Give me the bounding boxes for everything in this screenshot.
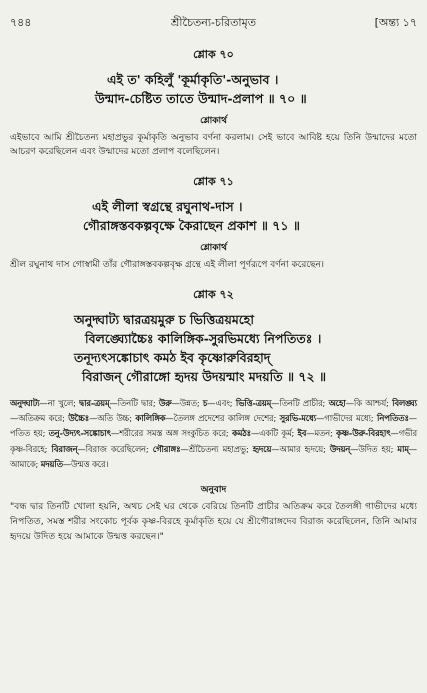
verse-70-heading: শ্লোক ৭০	[193, 48, 234, 61]
translation-heading: অনুবাদ	[200, 485, 227, 496]
chapter-label: [অন্ত্য ১৭	[374, 16, 417, 29]
verse-72-line-2: বিলঙ্ঘ্যোচ্চৈঃ কালিঙ্গিক-সুরভিমধ্যে নিপতিতঃ ।	[85, 331, 322, 346]
word-term: ইব	[297, 428, 307, 439]
word-meaning: —আমাকে;	[10, 443, 418, 469]
word-meaning: —একটি কূর্ম;	[250, 428, 298, 439]
verse-72-line-1: অনুদ্ঘাট্য দ্বারত্রয়মুরু চ ভিত্তিত্রয়মহো	[74, 312, 254, 327]
word-term: হৃদয়ে	[252, 443, 272, 454]
verse-72-line-3: তনূদ্যৎসঙ্কোচাৎ কমঠ ইব কৃষ্ণোরুবিরহাদ্	[74, 350, 271, 365]
word-meaning: —তিনটি দ্বার;	[109, 398, 159, 408]
verse-71-line-2: গৌরাঙ্গস্তবকল্পবৃক্ষে কৈরাছেন প্রকাশ ॥ ৭১ ॥	[83, 218, 300, 233]
verse-70-line-2: উন্মাদ-চেষ্টিত তাতে উন্মাদ-প্রলাপ ॥ ৭০ ॥	[95, 91, 307, 106]
verse-71-heading: শ্লোক ৭১	[193, 175, 234, 188]
word-term: অনুদ্ঘাট্য	[10, 398, 40, 408]
word-term: কমঠঃ	[231, 428, 251, 439]
word-term: মাম্	[397, 443, 409, 454]
word-meaning: —না খুলে;	[39, 398, 80, 408]
word-meaning: —পতিত হয়;	[10, 413, 417, 439]
verse-70-line-1: এই ত' কহিলুঁ 'কূর্মাকৃতি'-অনুভাব ।	[107, 72, 279, 87]
word-term: দ্বার-ত্রয়ম্	[79, 398, 110, 408]
page-header	[10, 14, 417, 32]
word-meaning: —শ্রীচৈতন্য মহাপ্রভু;	[180, 443, 253, 454]
word-meaning: —কি আশ্চর্য;	[345, 398, 393, 408]
word-meaning: —উন্মত্ত করে।	[62, 458, 109, 469]
word-term: উদয়ন্	[329, 443, 351, 454]
verse-72-line-4: বিরাজন্ গৌরাঙ্গো হৃদয় উদয়ন্মাং মদয়তি ॥ ৭২ ॥	[82, 369, 327, 384]
word-term: উচ্চৈঃ	[68, 413, 90, 424]
word-term: অহো	[328, 398, 346, 408]
verse-71-meaning-heading: শ্লোকার্থ	[200, 243, 227, 253]
word-meaning: —মতন;	[306, 428, 337, 439]
word-term: সুরভি-মধ্যে	[279, 413, 317, 424]
word-meaning: —শরীরের সমস্ত অঙ্গ সংকুচিত করে;	[111, 428, 232, 439]
word-term: তনু-উদ্যৎ-সঙ্কোচাৎ	[48, 428, 112, 439]
book-title: শ্রীচৈতন্য-চরিতামৃত	[171, 16, 256, 29]
word-meaning: —অতি উচ্চ;	[89, 413, 136, 424]
verse-72-heading: শ্লোক ৭২	[193, 288, 234, 301]
verse-71-meaning: শ্রীল রঘুনাথ দাস গোস্বামী তাঁর গৌরাঙ্গস্তবকল্পবৃক্ষ গ্রন্থে এই লীলা পূর্ণরূপে বর্ণনা করেছেন।	[10, 260, 325, 270]
word-meaning: —উদিত হয়;	[350, 443, 398, 454]
word-meaning: —বিরাজ করেছিলেন;	[77, 443, 153, 454]
word-meaning: —গভীর কৃষ্ণ-বিরহে;	[10, 428, 417, 454]
word-meaning: —গাভীদের মধ্যে;	[316, 413, 377, 424]
word-term: গৌরাঙ্গঃ	[152, 443, 181, 454]
word-meaning: —তিনটি প্রাচীর;	[271, 398, 329, 408]
word-for-word-meanings	[10, 396, 417, 472]
word-meaning: —অতিক্রম করে;	[10, 413, 69, 424]
word-term: বিরাজন্	[51, 443, 78, 454]
word-term: উরু	[158, 398, 172, 408]
word-meaning: —উন্নত;	[171, 398, 203, 408]
page-number: ৭৪৪	[10, 16, 32, 29]
translation-text: "বন্ধ দ্বার তিনটি খোলা হয়নি, অথচ সেই ঘর থেকে বেরিয়ে তিনটি প্রাচীর অতিক্রম করে তৈলঙ্গী গাভীদের মধ্যে নিপতিত, সমস্ত শরীর সংকোচ পূর্বক কৃষ্ণ-বিরহে কূর্মাকৃতি হয়ে যে শ্রীগৌরাঙ্গদেব বিরাজ করেছিলেন, তিনি আমার হৃদয়ে উদিত হয়ে আমাকে উন্মত্ত করছেন।"	[10, 501, 417, 543]
verse-70-meaning-heading: শ্লোকার্থ	[200, 116, 227, 126]
word-term: চ	[202, 398, 208, 408]
word-term: কালিঙ্গিক	[135, 413, 166, 424]
word-meaning: —এবং;	[207, 398, 236, 408]
word-term: ভিত্তি-ত্রয়ম্	[235, 398, 272, 408]
word-term: নিপতিতঃ	[376, 413, 409, 424]
word-term: বিলঙ্ঘ্য	[392, 398, 417, 408]
verse-70-meaning: এইভাবে আমি শ্রীচৈতন্য মহাপ্রভুর কূর্মাকৃতি অনুভাব বর্ণনা করলাম। সেই ভাবে আবিষ্ট হয়ে তিনি উন্মাদের মতো আচরণ করেছিলেন এবং উন্মাদের মতো প্রলাপ বলেছিলেন।	[10, 133, 417, 157]
word-term: কৃষ্ণ-উরু-বিরহাৎ	[336, 428, 391, 439]
verse-71-line-1: এই লীলা স্বগ্রন্থে রঘুনাথ-দাস ।	[92, 199, 243, 214]
word-meaning: —তৈলঙ্গ প্রদেশের কালিঙ্গ দেশের;	[165, 413, 280, 424]
word-term: মদয়তি	[40, 458, 63, 469]
word-meaning: —আমার হৃদয়ে;	[271, 443, 330, 454]
